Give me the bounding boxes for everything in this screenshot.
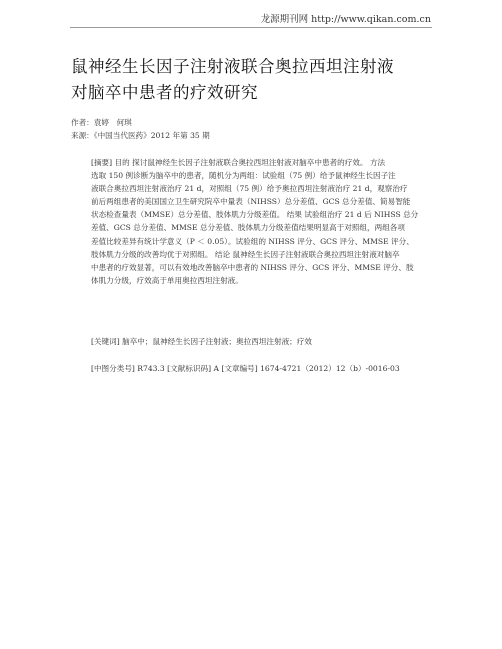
article-source: 来源：《中国当代医药》2012 年第 35 期: [71, 131, 210, 140]
abstract-line: 液联合奥拉西坦注射液治疗 21 d，对照组（75 例）给予奥拉西坦注射液治疗 21 d，观察治疗: [91, 184, 408, 194]
site-header: 龙源期刊网 http://www.qikan.com.cn: [260, 14, 431, 25]
abstract-line: 体肌力分级，疗效高于单用奥拉西坦注射液。: [91, 275, 243, 285]
abstract: [91, 156, 432, 287]
header-divider: [70, 27, 432, 28]
keywords: [关键词] 脑卒中；鼠神经生长因子注射液；奥拉西坦注射液；疗效: [91, 337, 312, 346]
article-authors: 作者：袁婷 何琪: [71, 118, 132, 127]
abstract-line: 中患者的疗效显著，可以有效地改善脑卒中患者的 NIHSS 评分、GCS 评分、MMSE 评分、肢: [91, 262, 414, 272]
abstract-line: 差值比较差异有统计学意义（P ＜ 0.05）。试验组的 NIHSS 评分、GCS 评分、MMSE 评分、: [91, 236, 414, 246]
article-title: [71, 54, 436, 106]
abstract-line: 选取 150 例诊断为脑卒中的患者，随机分为两组：试验组（75 例）给予鼠神经生长因子注: [91, 171, 396, 181]
title-line-1: 鼠神经生长因子注射液联合奥拉西坦注射液: [71, 57, 394, 76]
abstract-line: 差值、GCS 总分差值、MMSE 总分差值、肢体肌力分级差值结果明显高于对照组，两组各项: [91, 223, 405, 233]
abstract-line: 肢体肌力分级的改善均优于对照组。 结论 鼠神经生长因子注射液联合奥拉西坦注射液对脑卒: [91, 249, 400, 259]
abstract-line: [摘要] 目的 探讨鼠神经生长因子注射液联合奥拉西坦注射液对脑卒中患者的疗效。 方法: [91, 158, 386, 167]
classification-numbers: [中图分类号] R743.3 [文献标识码] A [文章编号] 1674-4721（2012）12（b）-0016-03: [91, 364, 400, 373]
abstract-line: 状态检查量表（MMSE）总分差值、肢体肌力分级差值。 结果 试验组治疗 21 d 后 NIHSS 总分: [91, 210, 419, 220]
abstract-line: 前后两组患者的美国国立卫生研究院卒中量表（NIHSS）总分差值、GCS 总分差值、简易智能: [91, 197, 411, 207]
title-line-2: 对脑卒中患者的疗效研究: [71, 83, 258, 102]
